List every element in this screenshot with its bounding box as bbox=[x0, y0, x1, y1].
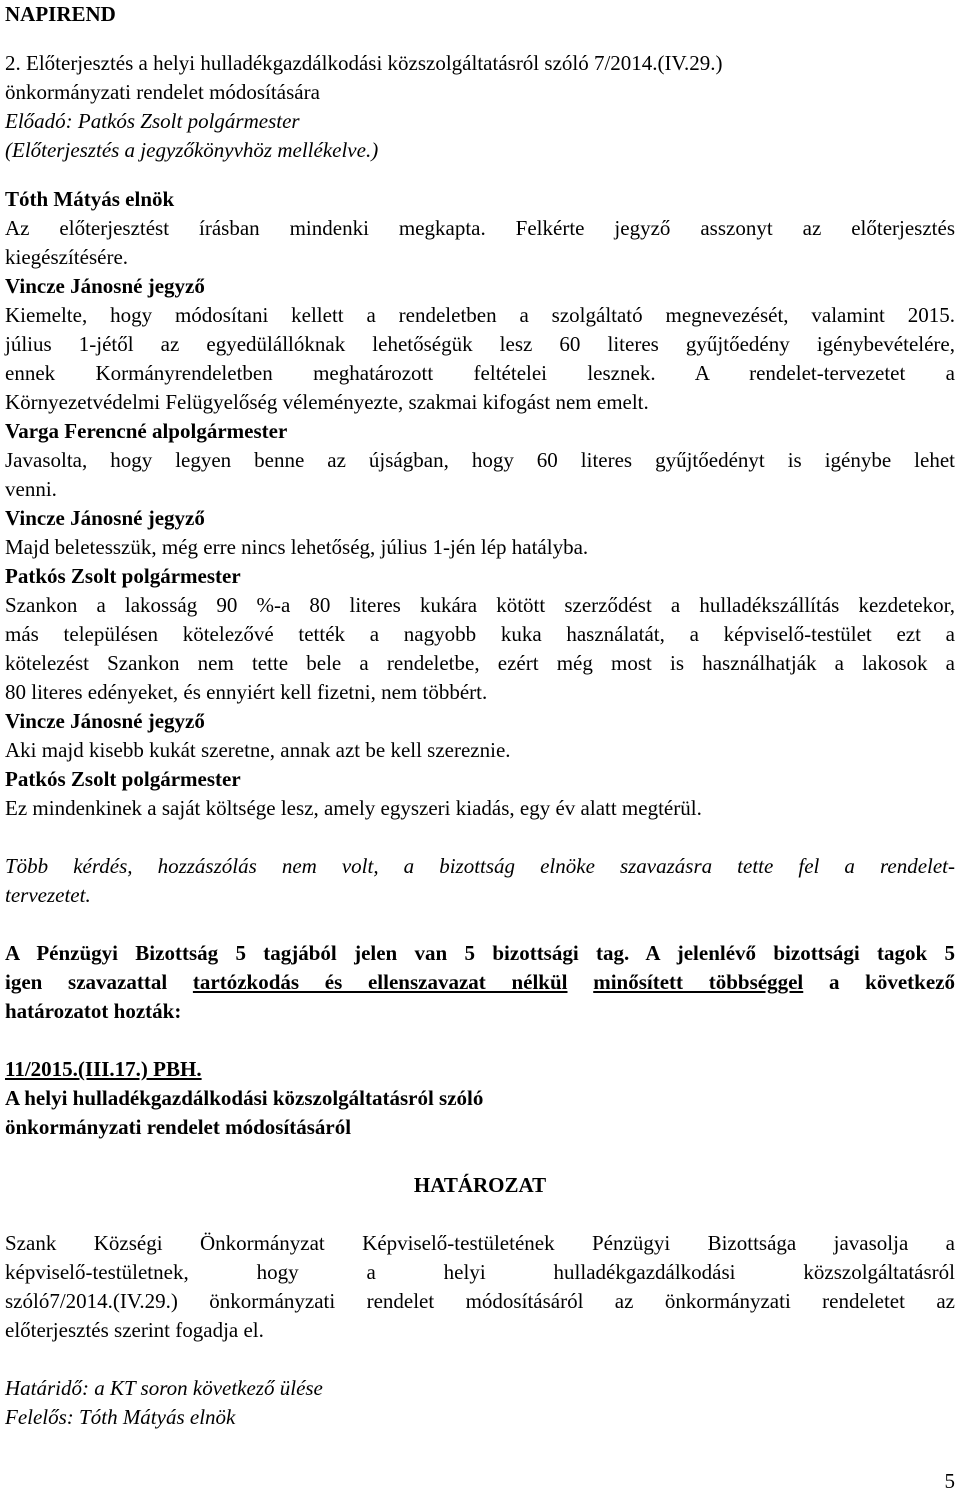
vote-call-line: tervezetet. bbox=[5, 883, 91, 907]
resolution-body-line: szóló7/2014.(IV.29.) önkormányzati rendelet módosításáról az önkormányzati rendeletet az bbox=[5, 1289, 955, 1313]
vote-result-text: igen szavazattal bbox=[5, 970, 193, 994]
speech-line: Környezetvédelmi Felügyelőség véleményezte, szakmai kifogást nem emelt. bbox=[5, 390, 649, 414]
vote-result-text bbox=[568, 970, 594, 994]
speaker-name: Vincze Jánosné jegyző bbox=[5, 709, 205, 733]
speech-line: Aki majd kisebb kukát szeretne, annak azt be kell szereznie. bbox=[5, 738, 511, 762]
speech-line: Az előterjesztést írásban mindenki megkapta. Felkérte jegyző asszonyt az előterjesztés bbox=[5, 216, 955, 240]
resolution-responsible: Felelős: Tóth Mátyás elnök bbox=[5, 1405, 236, 1429]
page-number: 5 bbox=[944, 1469, 955, 1493]
speaker-name: Patkós Zsolt polgármester bbox=[5, 767, 241, 791]
speech-line: kiegészítésére. bbox=[5, 245, 129, 269]
speaker-name: Vincze Jánosné jegyző bbox=[5, 274, 205, 298]
speaker-name: Varga Ferencné alpolgármester bbox=[5, 419, 288, 443]
resolution-number: 11/2015.(III.17.) PBH. bbox=[5, 1057, 202, 1081]
speaker-name: Patkós Zsolt polgármester bbox=[5, 564, 241, 588]
agenda-item-title: 2. Előterjesztés a helyi hulladékgazdálkodási közszolgáltatásról szóló 7/2014.(IV.29.) bbox=[5, 51, 723, 75]
resolution-deadline: Határidő: a KT soron következő ülése bbox=[5, 1376, 323, 1400]
vote-result-underlined: minősített többséggel bbox=[593, 970, 804, 994]
agenda-presenter: Előadó: Patkós Zsolt polgármester bbox=[5, 109, 300, 133]
vote-result-line bbox=[5, 968, 955, 997]
speaker-name: Tóth Mátyás elnök bbox=[5, 187, 175, 211]
resolution-body-line: Szank Községi Önkormányzat Képviselő-testületének Pénzügyi Bizottsága javasolja a bbox=[5, 1231, 955, 1255]
resolution-title-cont: önkormányzati rendelet módosításáról bbox=[5, 1115, 352, 1139]
speech-line: július 1-jétől az egyedülállóknak lehetőségük lesz 60 literes gyűjtőedény igénybevételére, bbox=[5, 332, 955, 356]
spacer bbox=[5, 1142, 955, 1171]
spacer bbox=[5, 165, 955, 185]
document-page bbox=[5, 0, 955, 1432]
agenda-attachment-note: (Előterjesztés a jegyzőkönyvhöz mellékelve.) bbox=[5, 138, 379, 162]
speech-line: 80 literes edényeket, és ennyiért kell fizetni, nem többért. bbox=[5, 680, 488, 704]
spacer bbox=[5, 910, 955, 939]
speech-line: Szankon a lakosság 90 %-a 80 literes kukára kötött szerződést a hulladékszállítás kezdetekor, bbox=[5, 593, 955, 617]
resolution-body-line: előterjesztés szerint fogadja el. bbox=[5, 1318, 264, 1342]
speech-line: Majd beletesszük, még erre nincs lehetőség, július 1-jén lép hatályba. bbox=[5, 535, 589, 559]
speech-line: Javasolta, hogy legyen benne az újságban, hogy 60 literes gyűjtőedényt is igénybe lehet bbox=[5, 448, 955, 472]
vote-result-line: A Pénzügyi Bizottság 5 tagjából jelen van 5 bizottsági tag. A jelenlévő bizottsági tagok 5 bbox=[5, 941, 955, 965]
speech-line: más településen kötelezővé tették a nagyobb kuka használatát, a képviselő-testület ezt a bbox=[5, 622, 955, 646]
spacer bbox=[5, 1026, 955, 1055]
spacer bbox=[5, 29, 955, 49]
vote-result-text: a következő bbox=[803, 970, 955, 994]
resolution-heading: HATÁROZAT bbox=[413, 1173, 547, 1197]
agenda-item-title-cont: önkormányzati rendelet módosítására bbox=[5, 80, 320, 104]
speech-line: venni. bbox=[5, 477, 57, 501]
speech-line: ennek Kormányrendeletben meghatározott feltételei lesznek. A rendelet-tervezetet a bbox=[5, 361, 955, 385]
vote-call-line: Több kérdés, hozzászólás nem volt, a bizottság elnöke szavazásra tette fel a rendelet- bbox=[5, 854, 955, 878]
vote-result-underlined: tartózkodás és ellenszavazat nélkül bbox=[192, 970, 568, 994]
vote-result-line: határozatot hozták: bbox=[5, 999, 182, 1023]
resolution-title: A helyi hulladékgazdálkodási közszolgáltatásról szóló bbox=[5, 1086, 484, 1110]
speech-line: Kiemelte, hogy módosítani kellett a rendeletben a szolgáltató megnevezését, valamint 2015. bbox=[5, 303, 955, 327]
speech-line: kötelezést Szankon nem tette bele a rendeletbe, ezért még most is használhatják a lakosok a bbox=[5, 651, 955, 675]
spacer bbox=[5, 823, 955, 852]
speech-line: Ez mindenkinek a saját költsége lesz, amely egyszeri kiadás, egy év alatt megtérül. bbox=[5, 796, 702, 820]
spacer bbox=[5, 1200, 955, 1229]
section-heading: NAPIREND bbox=[5, 2, 116, 26]
spacer bbox=[5, 1345, 955, 1374]
resolution-body-line: képviselő-testületnek, hogy a helyi hulladékgazdálkodási közszolgáltatásról bbox=[5, 1260, 955, 1284]
speaker-name: Vincze Jánosné jegyző bbox=[5, 506, 205, 530]
